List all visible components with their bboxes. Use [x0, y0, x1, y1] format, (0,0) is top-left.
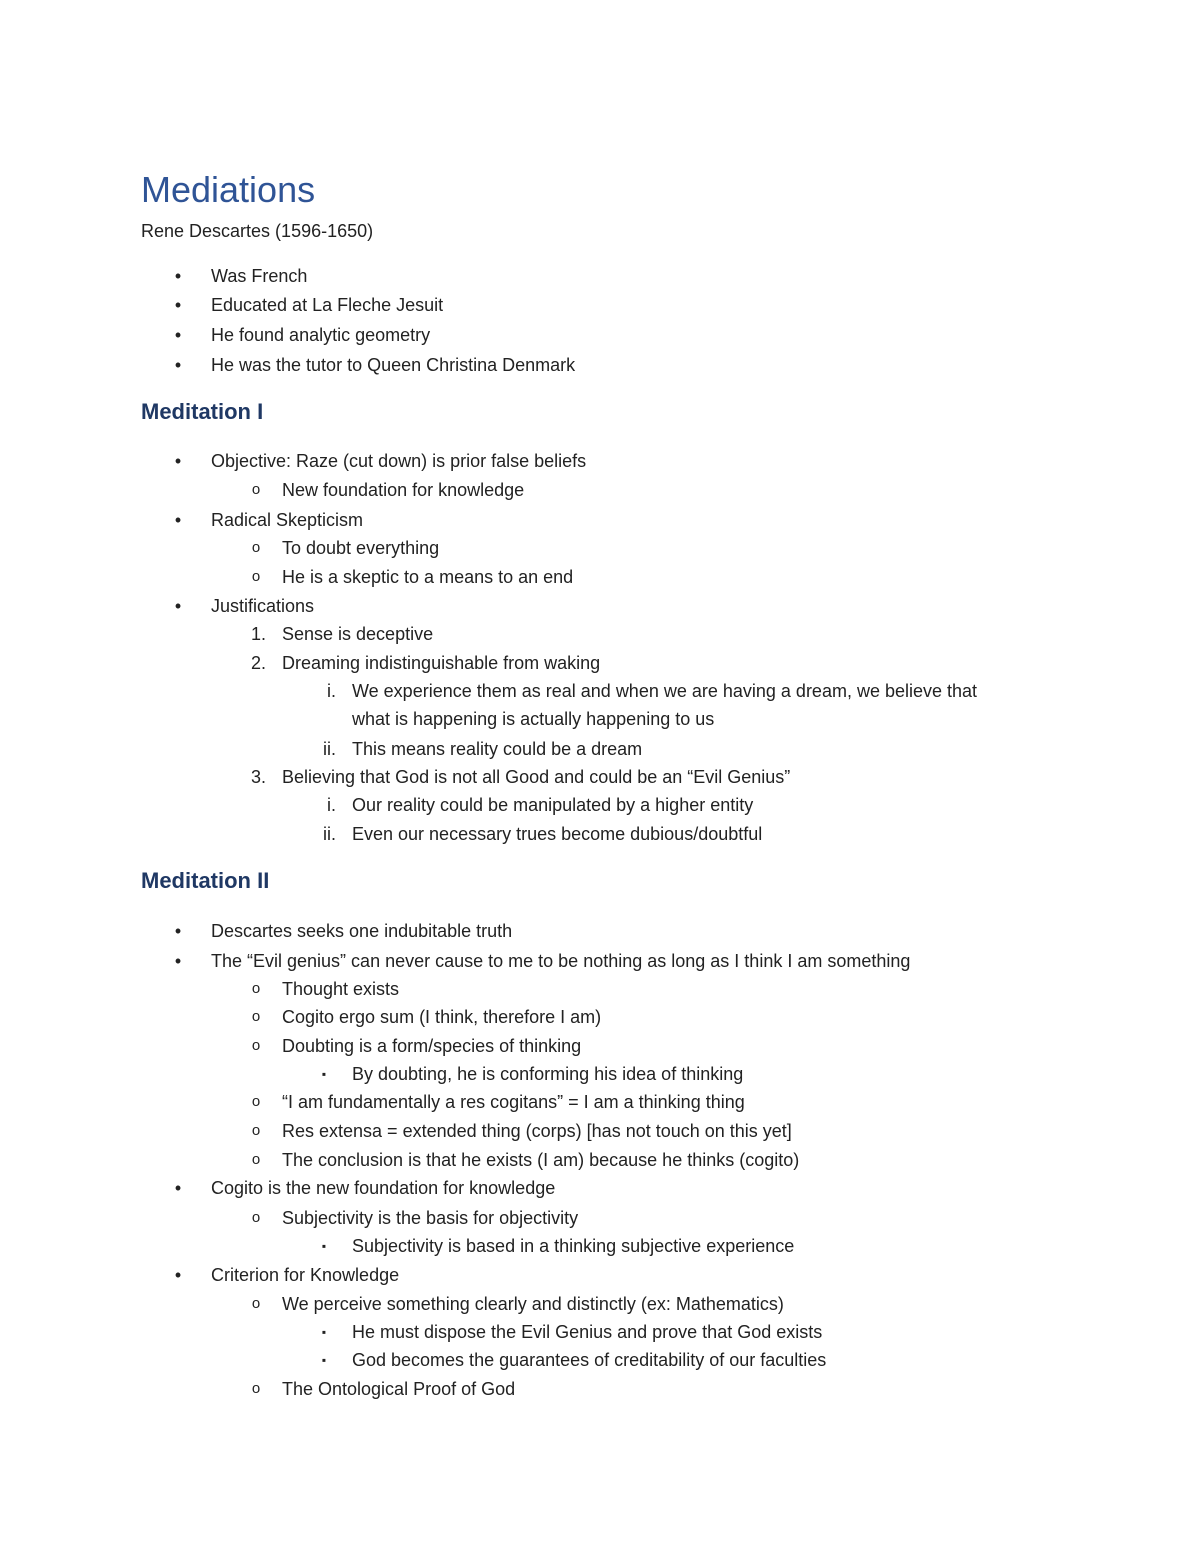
list-item: We experience them as real and when we are having a dream, we believe that [352, 681, 978, 701]
author-line: Rene Descartes (1596-1650) [141, 221, 374, 241]
list-item: We perceive something clearly and distinctly (ex: Mathematics) [282, 1294, 784, 1314]
list-item: New foundation for knowledge [282, 480, 525, 500]
bullet-marker: • [174, 355, 182, 375]
list-item: Dreaming indistinguishable from waking [282, 653, 601, 673]
list-item: Subjectivity is based in a thinking subjective experience [352, 1236, 795, 1256]
list-item: Believing that God is not all Good and could be an “Evil Genius” [282, 767, 791, 787]
square-marker: ▪ [321, 1067, 327, 1081]
bullet-marker: • [174, 921, 182, 941]
circle-marker: o [251, 1295, 261, 1312]
list-item: “I am fundamentally a res cogitans” = I am a thinking thing [282, 1092, 745, 1112]
circle-marker: o [251, 1093, 261, 1110]
circle-marker: o [251, 1122, 261, 1139]
bullet-marker: • [174, 325, 182, 345]
list-item: This means reality could be a dream [352, 739, 643, 759]
list-item: Criterion for Knowledge [211, 1265, 400, 1285]
circle-marker: o [251, 568, 261, 585]
list-item: Thought exists [282, 979, 400, 999]
bullet-marker: • [174, 510, 182, 530]
circle-marker: o [251, 980, 261, 997]
square-marker: ▪ [321, 1239, 327, 1253]
bullet-marker: • [174, 295, 182, 315]
circle-marker: o [251, 1380, 261, 1397]
list-item: Sense is deceptive [282, 624, 434, 644]
bullet-marker: • [174, 1178, 182, 1198]
list-item: He is a skeptic to a means to an end [282, 567, 574, 587]
list-item: Was French [211, 266, 308, 286]
list-item: Res extensa = extended thing (corps) [has not touch on this yet] [282, 1121, 792, 1141]
list-item: Subjectivity is the basis for objectivity [282, 1208, 579, 1228]
number-marker: 2. [250, 653, 266, 673]
bullet-marker: • [174, 266, 182, 286]
list-item: Cogito ergo sum (I think, therefore I am) [282, 1007, 602, 1027]
bullet-marker: • [174, 451, 182, 471]
list-item: Cogito is the new foundation for knowledge [211, 1178, 556, 1198]
list-item: Justifications [211, 596, 315, 616]
list-item: Radical Skepticism [211, 510, 364, 530]
list-item-continuation: what is happening is actually happening to us [352, 709, 715, 729]
circle-marker: o [251, 1008, 261, 1025]
list-item: God becomes the guarantees of creditability of our faculties [352, 1350, 827, 1370]
bullet-marker: • [174, 1265, 182, 1285]
circle-marker: o [251, 1209, 261, 1226]
circle-marker: o [251, 1037, 261, 1054]
bullet-marker: • [174, 596, 182, 616]
list-item: Educated at La Fleche Jesuit [211, 295, 444, 315]
document-title: Mediations [141, 169, 316, 210]
circle-marker: o [251, 539, 261, 556]
square-marker: ▪ [321, 1353, 327, 1367]
square-marker: ▪ [321, 1325, 327, 1339]
list-item: He was the tutor to Queen Christina Denmark [211, 355, 576, 375]
roman-marker: i. [327, 681, 336, 701]
circle-marker: o [251, 1151, 261, 1168]
list-item: The conclusion is that he exists (I am) because he thinks (cogito) [282, 1150, 800, 1170]
number-marker: 1. [250, 624, 266, 644]
roman-marker: ii. [323, 824, 336, 844]
list-item: Even our necessary trues become dubious/doubtful [352, 824, 763, 844]
circle-marker: o [251, 481, 261, 498]
list-item: Our reality could be manipulated by a higher entity [352, 795, 754, 815]
roman-marker: i. [327, 795, 336, 815]
list-item: To doubt everything [282, 538, 440, 558]
bullet-marker: • [174, 951, 182, 971]
section-heading-meditation-2: Meditation II [141, 868, 270, 893]
list-item: Objective: Raze (cut down) is prior false beliefs [211, 451, 587, 471]
list-item: The “Evil genius” can never cause to me to be nothing as long as I think I am something [211, 951, 911, 971]
list-item: He found analytic geometry [211, 325, 431, 345]
roman-marker: ii. [323, 739, 336, 759]
number-marker: 3. [250, 767, 266, 787]
list-item: Descartes seeks one indubitable truth [211, 921, 513, 941]
list-item: The Ontological Proof of God [282, 1379, 516, 1399]
list-item: By doubting, he is conforming his idea of thinking [352, 1064, 744, 1084]
list-item: Doubting is a form/species of thinking [282, 1036, 582, 1056]
section-heading-meditation-1: Meditation I [141, 399, 264, 424]
list-item: He must dispose the Evil Genius and prove that God exists [352, 1322, 823, 1342]
